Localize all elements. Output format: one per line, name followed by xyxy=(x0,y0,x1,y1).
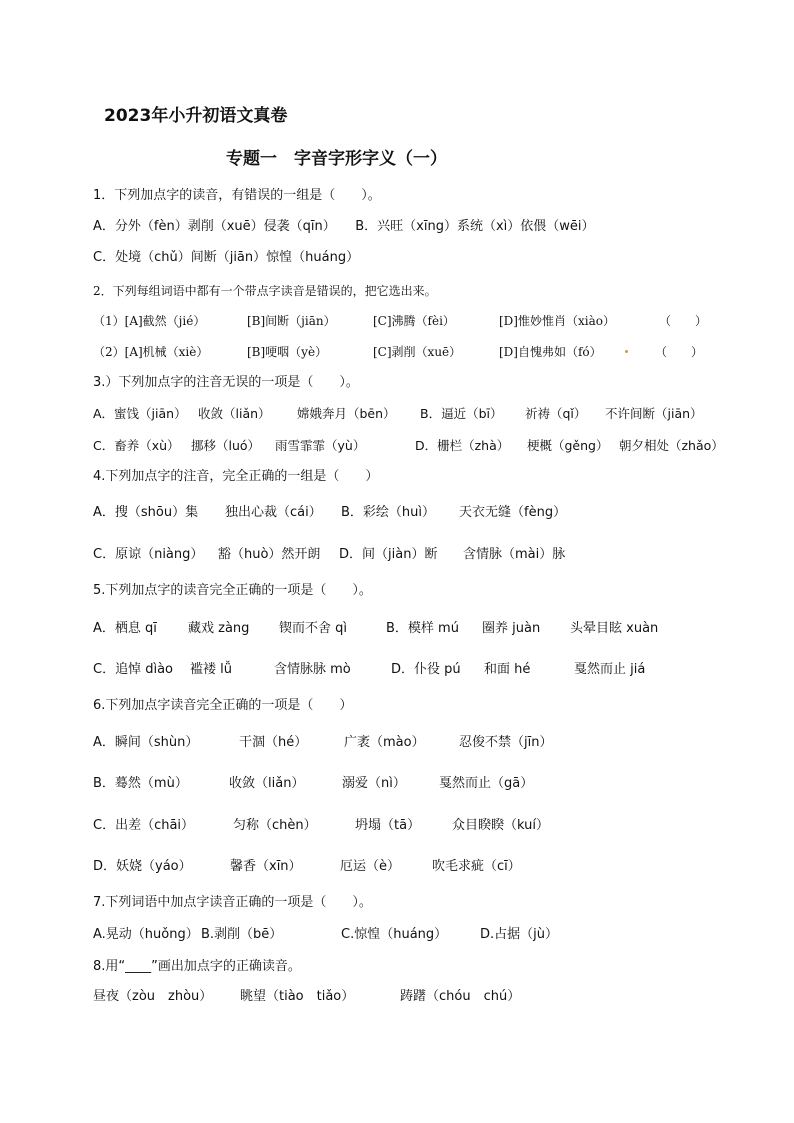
q6-c-3: 坍塌（tā） xyxy=(355,818,421,833)
q4-c-2: 豁（huò）然开朗 xyxy=(218,547,321,562)
q2-stem: 2．下列每组词语中都有一个带点字读音是错误的，把它选出来。 xyxy=(93,284,437,298)
q3-d-1: D．栅栏（zhà） xyxy=(415,438,510,453)
q2-2-c: [C]剥削（xuē） xyxy=(373,345,462,359)
q8-stem: 8.用“____”画出加点字的正确读音。 xyxy=(93,959,301,974)
q3-stem: 3.）下列加点字的注音无误的一项是（ ）。 xyxy=(93,375,359,390)
q7-b: B.剥削（bē） xyxy=(201,927,283,942)
q1-options-ab: A．分外（fèn）剥削（xuē）侵袭（qīn） B．兴旺（xīng）系统（xì）依偎（wēi） xyxy=(93,219,595,234)
q5-b-2: 圈养 juàn xyxy=(482,621,541,636)
q4-stem: 4.下列加点字的注音，完全正确的一组是（ ） xyxy=(93,469,379,484)
q8-3: 踌躇（chóu chú） xyxy=(400,989,521,1004)
q2-1-b: [B]间断（jiān） xyxy=(247,314,336,328)
q5-a-2: 藏戏 zàng xyxy=(188,621,250,636)
q5-c-1: C．追悼 dìào xyxy=(93,662,173,677)
q7-stem: 7.下列词语中加点字读音正确的一项是（ ）。 xyxy=(93,895,372,910)
q2-2-b: [B]哽咽（yè） xyxy=(247,345,328,359)
q2-1-a: （1）[A]截然（jié） xyxy=(93,314,206,328)
q2-1-answer: （ ） xyxy=(659,314,708,328)
q6-c-2: 匀称（chèn） xyxy=(233,818,317,833)
q6-stem: 6.下列加点字读音完全正确的一项是（ ） xyxy=(93,698,353,713)
q7-a: A.晃动（huǒng） xyxy=(93,927,199,942)
q6-c-4: 众目睽睽（kuí） xyxy=(452,818,549,833)
q2-2-answer: （ ） xyxy=(655,345,704,359)
q7-c: C.惊惶（huáng） xyxy=(341,927,448,942)
q5-b-3: 头晕目眩 xuàn xyxy=(570,621,659,636)
stray-mark xyxy=(625,350,628,353)
q3-b-3: 不许间断（jiān） xyxy=(605,406,703,421)
q3-d-2: 梗概（gěng） xyxy=(527,438,609,453)
q6-a-1: A．瞬间（shùn） xyxy=(93,735,199,750)
q4-b-2: 天衣无缝（fèng） xyxy=(459,505,567,520)
q1-stem: 1．下列加点字的读音，有错误的一组是（ ）。 xyxy=(93,188,381,203)
q4-b-1: B．彩绘（huì） xyxy=(341,505,436,520)
q6-a-2: 干涸（hé） xyxy=(239,735,308,750)
q6-d-2: 馨香（xīn） xyxy=(230,859,302,874)
q8-1: 昼夜（zòu zhòu） xyxy=(93,989,213,1004)
q5-d-1: D．仆役 pú xyxy=(391,662,461,677)
q3-c-2: 挪移（luó） xyxy=(191,438,261,453)
page-title: 2023年小升初语文真卷 xyxy=(104,106,288,126)
q8-2: 眺望（tiào tiǎo） xyxy=(240,989,355,1004)
q2-1-d: [D]惟妙惟肖（xiào） xyxy=(499,314,615,328)
q4-d-2: 含情脉（mài）脉 xyxy=(463,547,566,562)
q3-a-1: A．蜜饯（jiān） xyxy=(93,406,187,421)
q5-c-2: 褴褛 lǚ xyxy=(190,662,232,677)
q6-c-1: C．出差（chāi） xyxy=(93,818,195,833)
q4-d-1: D．间（jiàn）断 xyxy=(339,547,438,562)
q6-b-1: B．蓦然（mù） xyxy=(93,776,188,791)
q4-a-1: A．搜（shōu）集 xyxy=(93,505,199,520)
q6-a-3: 广袤（mào） xyxy=(344,735,425,750)
q6-b-2: 收敛（liǎn） xyxy=(229,776,305,791)
q4-a-2: 独出心裁（cái） xyxy=(225,505,322,520)
q6-b-4: 戛然而止（gā） xyxy=(439,776,534,791)
q3-b-1: B．逼近（bī） xyxy=(420,406,503,421)
q5-b-1: B．模样 mú xyxy=(386,621,459,636)
q3-a-2: 收敛（liǎn） xyxy=(198,406,271,421)
q6-d-3: 厄运（è） xyxy=(340,859,400,874)
q5-a-3: 锲而不舍 qì xyxy=(279,621,347,636)
q6-d-1: D．妖娆（yáo） xyxy=(93,859,192,874)
page-subtitle: 专题一 字音字形字义（一） xyxy=(226,149,447,169)
q3-b-2: 祈祷（qǐ） xyxy=(525,406,587,421)
q3-a-3: 嫦娥奔月（bēn） xyxy=(297,406,396,421)
q3-c-3: 雨雪霏霏（yù） xyxy=(275,438,366,453)
q4-c-1: C．原谅（niàng） xyxy=(93,547,204,562)
q6-a-4: 忍俊不禁（jīn） xyxy=(459,735,553,750)
q2-2-d: [D]自愧弗如（fó） xyxy=(499,345,602,359)
q2-2-a: （2）[A]机械（xiè） xyxy=(93,345,209,359)
q5-d-2: 和面 hé xyxy=(484,662,531,677)
q1-options-c: C．处境（chǔ）间断（jiān）惊惶（huáng） xyxy=(93,250,360,265)
q5-a-1: A．栖息 qī xyxy=(93,621,157,636)
q5-d-3: 戛然而止 jiá xyxy=(574,662,646,677)
q2-1-c: [C]沸腾（fèi） xyxy=(373,314,455,328)
q5-stem: 5.下列加点字的读音完全正确的一项是（ ）。 xyxy=(93,583,372,598)
q7-d: D.占据（jù） xyxy=(480,927,558,942)
q6-b-3: 溺爱（nì） xyxy=(342,776,406,791)
q5-c-3: 含情脉脉 mò xyxy=(274,662,351,677)
q3-c-1: C．畜养（xù） xyxy=(93,438,180,453)
q6-d-4: 吹毛求疵（cī） xyxy=(432,859,521,874)
q3-d-3: 朝夕相处（zhǎo） xyxy=(619,438,724,453)
